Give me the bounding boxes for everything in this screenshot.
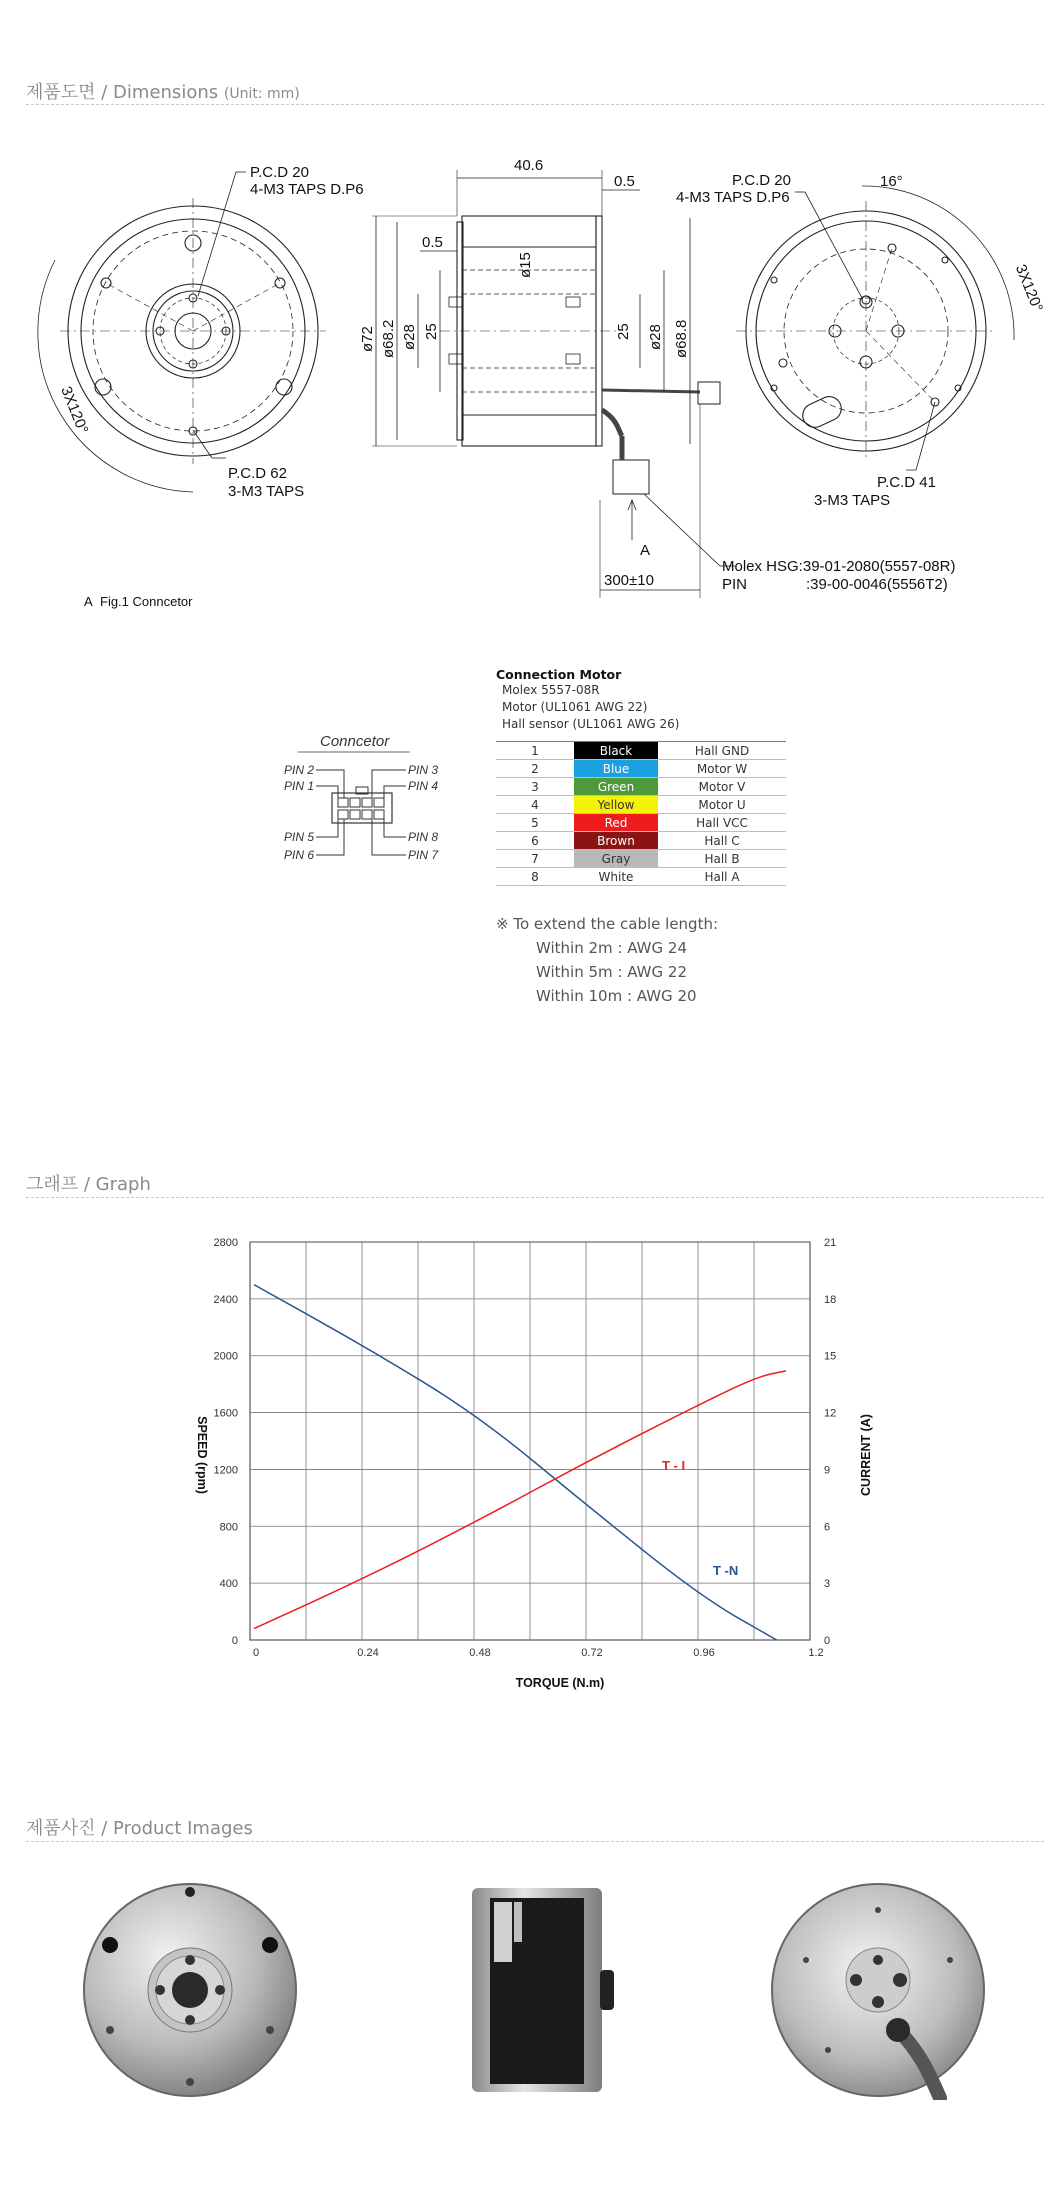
connection-line: Molex 5557-08R [502,683,600,697]
dim-0-5-left: 0.5 [422,234,443,251]
wire-function: Motor W [658,760,786,778]
y-tick-label: 400 [219,1578,238,1591]
wire-function: Hall A [658,868,786,886]
right-pcd41-label: P.C.D 41 [877,474,936,491]
left-taps3-label: 3-M3 TAPS [228,483,305,500]
dim-phi28-left: ø28 [401,324,418,350]
connection-title: Connection Motor [496,667,622,682]
wire-color: Gray [574,850,658,868]
note-item: Within 10m : AWG 20 [536,987,697,1005]
dimensions-unit: (Unit: mm) [223,86,300,102]
product-photo-rear [768,1880,988,2100]
wire-function: Motor U [658,796,786,814]
graph-divider [26,1197,1044,1198]
torque-chart [180,1230,880,1700]
x-tick-label: 1.2 [808,1647,824,1659]
note-head: ※ To extend the cable length: [496,915,719,933]
x-tick-label: 0 [252,1647,260,1659]
y2-tick-label: 21 [824,1237,837,1249]
x-tick-label: 0.72 [581,1647,603,1659]
dimensions-title-text: 제품도면 / Dimensions [26,82,219,103]
x-tick-label: 0.24 [357,1647,379,1659]
wire-pin-number: 2 [496,760,574,778]
pin-value: :39-00-0046(5556T2) [806,576,948,593]
wire-pin-number: 3 [496,778,574,796]
dimensions-divider [26,104,1044,105]
x-tick-label: 0.48 [469,1647,491,1659]
left-mount-hole [95,379,111,395]
pin8-label: PIN 8 [408,830,439,844]
wire-row [496,814,786,832]
dimension-drawing [0,130,1060,620]
series-label-tn: T -N [713,1563,739,1578]
wire-row [496,832,786,850]
pin7-label: PIN 7 [408,848,439,862]
right-mount-hole [779,359,787,367]
connector-title: Conncetor [320,733,390,750]
wire-color: Green [574,778,658,796]
wire-function: Motor V [658,778,786,796]
dim-phi72: ø72 [359,326,376,352]
graph-title: 그래프 / Graph [26,1174,151,1195]
fig-caption: Fig.1 Conncetor [100,594,193,609]
connection-line: Motor (UL1061 AWG 22) [502,700,648,714]
right-taps-dp6-label: 4-M3 TAPS D.P6 [676,189,790,206]
pin-label: PIN [722,576,748,593]
wire-pin-number: 8 [496,868,574,886]
left-pcd62-label: P.C.D 62 [228,465,287,482]
wire-row [496,778,786,796]
right-angle16-label: 16° [880,173,903,190]
y2-tick-label: 18 [824,1293,837,1306]
y-tick-label: 2000 [213,1350,238,1363]
fig-a-label: A [84,594,93,609]
wire-color: Blue [574,760,658,778]
pin2-label: PIN 2 [284,763,315,777]
dim-25-left: 25 [423,323,440,340]
pin4-label: PIN 4 [408,779,439,793]
wire-row [496,868,786,886]
dim-0-5-top: 0.5 [614,173,635,190]
images-divider [26,1841,1044,1842]
wire-function: Hall GND [658,742,786,760]
wire-color: Red [574,814,658,832]
left-mount-hole [275,278,285,288]
wire-row [496,796,786,814]
wire-function: Hall B [658,850,786,868]
right-angle-label: 3X120° [1011,262,1047,315]
wire-function: Hall VCC [658,814,786,832]
dim-25-right: 25 [615,323,632,340]
pin5-label: PIN 5 [284,830,315,844]
images-title: 제품사진 / Product Images [26,1818,253,1839]
note-item: Within 2m : AWG 24 [536,939,687,957]
cable-note [496,912,718,1008]
wire-pin-number: 4 [496,796,574,814]
dimensions-title [26,78,300,104]
connection-line: Hall sensor (UL1061 AWG 26) [502,717,680,731]
y2-tick-label: 3 [824,1578,831,1591]
right-pcd20-label: P.C.D 20 [732,172,791,189]
x-axis-label: TORQUE (N.m) [515,1676,605,1690]
wire-color: Yellow [574,796,658,814]
y2-tick-label: 12 [824,1407,837,1420]
wire-pin-number: 7 [496,850,574,868]
y-tick-label: 2400 [213,1293,238,1306]
wire-function: Hall C [658,832,786,850]
left-mount-hole [101,278,111,288]
wire-color: Brown [574,832,658,850]
right-mount-hole [888,244,896,252]
y2-tick-label: 0 [824,1635,831,1647]
dim-40-6: 40.6 [514,157,544,174]
dim-phi68-8: ø68.8 [673,319,690,358]
y-tick-label: 2800 [213,1237,238,1249]
y-tick-label: 800 [219,1521,238,1534]
right-cable-exit [799,393,845,432]
right-taps3-label: 3-M3 TAPS [814,492,891,509]
wire-pin-number: 6 [496,832,574,850]
wire-row [496,850,786,868]
wire-row [496,742,786,760]
y2-tick-label: 6 [824,1521,831,1534]
arrow-a-label: A [640,542,651,559]
left-pcd20-label: P.C.D 20 [250,164,309,181]
wire-pin-number: 5 [496,814,574,832]
dim-phi15: ø15 [517,252,534,278]
cable-length-label: 300±10 [604,572,654,589]
pin1-label: PIN 1 [284,779,315,793]
wire-table [496,741,786,886]
left-angle-label: 3X120° [57,383,92,437]
wire-row [496,760,786,778]
note-item: Within 5m : AWG 22 [536,963,687,981]
y-axis-label: SPEED (rpm) [195,1416,209,1494]
dim-phi68-2: ø68.2 [380,319,397,358]
current-curve [254,1371,786,1629]
pin6-label: PIN 6 [284,848,315,862]
y2-tick-label: 15 [824,1350,837,1363]
product-photo-side [470,1880,620,2100]
y-tick-label: 1200 [213,1464,238,1477]
wire-color: Black [574,742,658,760]
connector-bottom [613,460,649,494]
connector-side [698,382,720,404]
wire-pin-number: 1 [496,742,574,760]
y-tick-label: 0 [231,1635,238,1647]
dim-phi28-right: ø28 [647,324,664,350]
pin3-label: PIN 3 [408,763,439,777]
wire-color: White [574,868,658,886]
product-photo-front [80,1880,300,2100]
molex-hsg-label: Molex HSG:39-01-2080(5557-08R) [722,558,956,575]
left-taps-dp6-label: 4-M3 TAPS D.P6 [250,181,364,198]
connector-diagram [280,724,460,876]
series-label-ti: T - I [662,1458,686,1473]
y2-tick-label: 9 [824,1464,831,1477]
y2-axis-label: CURRENT (A) [859,1414,873,1496]
y-tick-label: 1600 [213,1407,238,1420]
x-tick-label: 0.96 [693,1647,715,1659]
connection-info [496,667,796,886]
